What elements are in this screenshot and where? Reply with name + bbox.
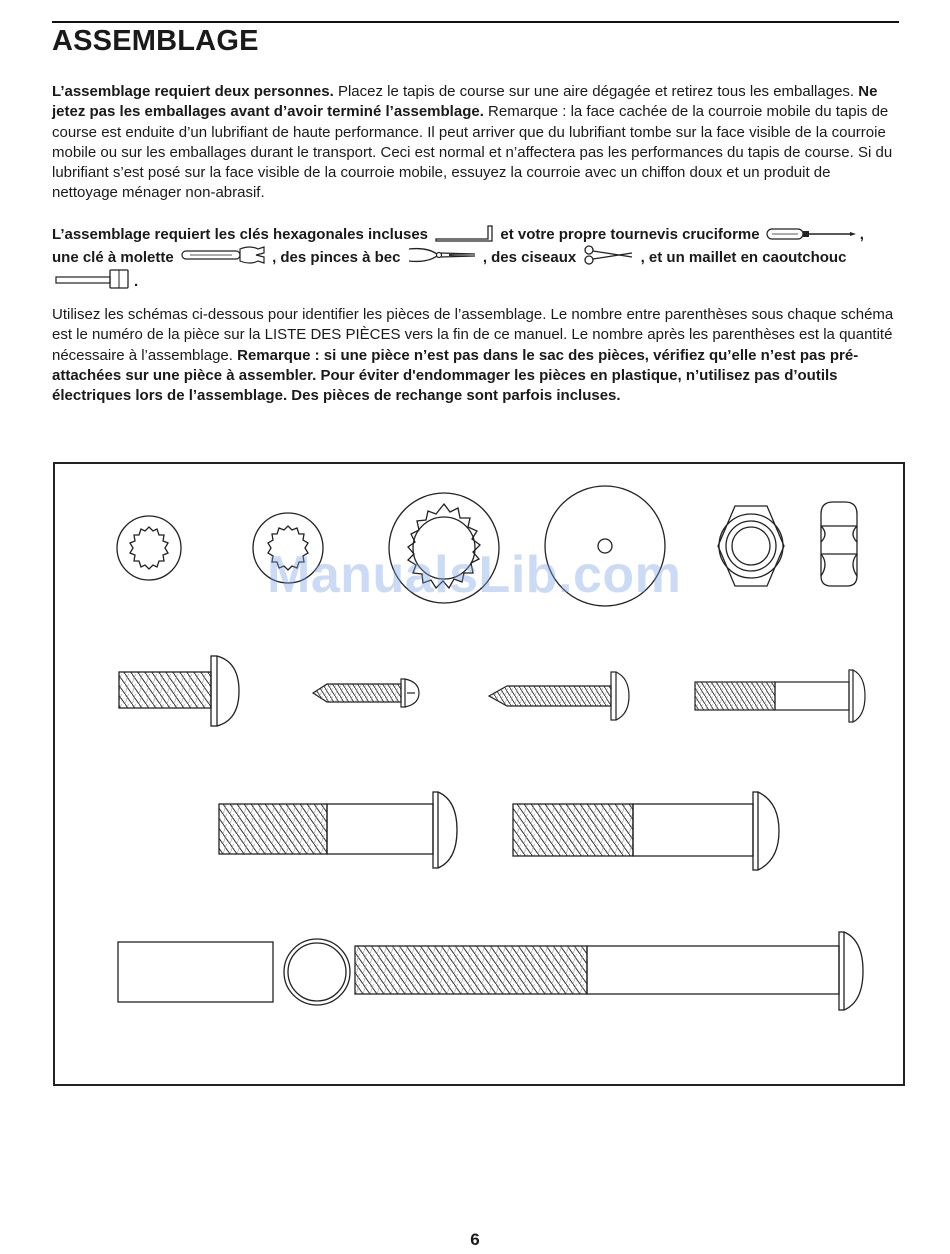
hex-key-icon — [434, 224, 494, 242]
tools-text-1: L’assemblage requiert les clés hexagonales incluses — [52, 226, 429, 243]
tools-paragraph — [52, 224, 898, 292]
long-bolt — [355, 932, 863, 1010]
wood-screw-small — [313, 679, 419, 707]
intro-text-2: Remarque : la face cachée de la courroie mobile du tapis de course est enduite d’un lubrifiant de haute performance. Il peut arriver que du lubrifiant tombe sur la face visible de la courroie mobile ou sur les emballages durant le transport. Ceci est normal et n’affectera pas les performances du tapis de course. Si du lubrifiant s’est posé sur la face visible de la courroie mobile, essuyez la courroie avec un chiffon doux et un produit de nettoyage ménager non-abrasif. — [52, 103, 893, 202]
tools-text-7: , et un maillet en caoutchouc — [640, 249, 847, 267]
screwdriver-icon — [766, 226, 858, 242]
top-rule — [52, 21, 899, 23]
usage-text: Utilisez les schémas ci-dessous pour identifier les pièces de l’assemblage. Le nombre entre parenthèses sous chaque schéma est le numéro de la pièce sur la LISTE DES PIÈCES vers la fin de ce manuel. Le nombre après les parenthèses est la quantité nécessaire à l’assemblage. — [52, 306, 894, 364]
page-title: ASSEMBLAGE — [52, 25, 259, 57]
shoulder-screw — [695, 670, 865, 722]
scissors-icon — [582, 245, 634, 265]
button-bolt-short — [119, 656, 239, 726]
watermark: ManualsLib.com — [267, 546, 682, 604]
wrench-icon — [180, 245, 266, 265]
usage-paragraph — [52, 305, 898, 406]
intro-paragraph — [52, 82, 898, 204]
star-washer-small — [117, 516, 181, 580]
tools-text-5: , des pinces à bec — [272, 249, 401, 267]
tools-text-3: , — [859, 226, 864, 243]
page-number: 6 — [470, 1230, 480, 1249]
button-bolt-medium-2 — [513, 792, 779, 870]
spacer-tube — [118, 942, 273, 1002]
intro-text-1: Placez le tapis de course sur une aire dégagée et retirez tous les emballages. — [333, 83, 859, 100]
intro-bold-1: L’assemblage requiert deux personnes. — [52, 83, 334, 100]
intro-bold-2: Ne jetez pas les emballages avant d’avoir terminé l’assemblage. — [52, 83, 878, 121]
usage-remark: Remarque : si une pièce n’est pas dans le sac des pièces, vérifiez qu’elle n’est pas pré-attachées sur une pièce à assembler. Pour éviter d'endommager les pièces en plastique, n’utilisez pas d’outils électriques lors de l’assemblage. Des pièces de rechange sont parfois incluses. — [52, 346, 859, 405]
tools-text-4: une clé à molette — [52, 249, 174, 267]
tools-text-8: . — [134, 272, 139, 290]
tools-text-2: et votre propre tournevis cruciforme — [500, 226, 760, 243]
tools-text-6: , des ciseaux — [482, 249, 577, 267]
self-drilling-screw — [489, 672, 629, 720]
hex-nut-side — [821, 502, 857, 586]
hex-nut-front — [718, 506, 784, 586]
mallet-icon — [54, 269, 132, 289]
button-bolt-medium-1 — [219, 792, 457, 868]
pliers-icon — [407, 245, 477, 265]
spacer-ring — [284, 939, 350, 1005]
